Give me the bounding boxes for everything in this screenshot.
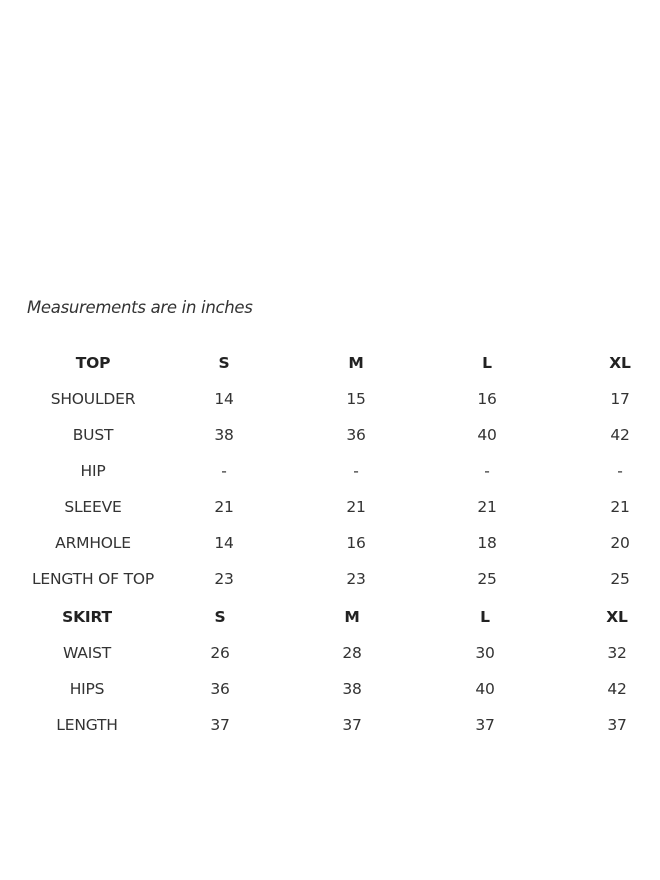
- value-l: 16: [477, 390, 497, 408]
- value-xl: 42: [607, 680, 627, 698]
- row-label: HIPS: [69, 680, 105, 698]
- row-label: LENGTH OF TOP: [32, 570, 154, 588]
- row-label: ARMHOLE: [55, 534, 131, 552]
- size-header-xl: XL: [606, 608, 628, 626]
- row-label: HIP: [80, 462, 106, 480]
- skirt-header-row: [0, 599, 660, 635]
- value-xl: 20: [610, 534, 630, 552]
- value-l: -: [484, 462, 490, 480]
- value-xl: 17: [610, 390, 630, 408]
- row-label: SHOULDER: [50, 390, 136, 408]
- table-row-waist: [0, 635, 660, 671]
- table-row-sleeve: [0, 489, 660, 525]
- value-s: 14: [214, 390, 234, 408]
- value-xl: 21: [610, 498, 630, 516]
- value-xl: 25: [610, 570, 630, 588]
- size-header-s: S: [214, 608, 226, 626]
- top-header-row: [0, 345, 660, 381]
- value-m: 28: [342, 644, 362, 662]
- table-row-armhole: [0, 525, 660, 561]
- size-header-l: L: [482, 354, 492, 372]
- value-m: 36: [346, 426, 366, 444]
- value-s: 23: [214, 570, 234, 588]
- size-header-m: M: [344, 608, 360, 626]
- row-label: SLEEVE: [64, 498, 122, 516]
- size-header-s: S: [218, 354, 230, 372]
- value-m: 15: [346, 390, 366, 408]
- row-label: WAIST: [63, 644, 111, 662]
- table-row-shoulder: [0, 381, 660, 417]
- value-l: 21: [477, 498, 497, 516]
- table-row-hips: [0, 671, 660, 707]
- table-row-length: [0, 707, 660, 743]
- value-xl: -: [617, 462, 623, 480]
- table-row-hip: [0, 453, 660, 489]
- value-s: 38: [214, 426, 234, 444]
- value-xl: 37: [607, 716, 627, 734]
- table-row-length-of-top: [0, 561, 660, 597]
- row-label: BUST: [72, 426, 114, 444]
- value-l: 18: [477, 534, 497, 552]
- value-s: 14: [214, 534, 234, 552]
- value-s: 21: [214, 498, 234, 516]
- value-m: 16: [346, 534, 366, 552]
- value-m: 23: [346, 570, 366, 588]
- size-chart-table: [0, 345, 660, 741]
- value-m: -: [353, 462, 359, 480]
- size-header-m: M: [348, 354, 364, 372]
- value-m: 37: [342, 716, 362, 734]
- value-l: 40: [477, 426, 497, 444]
- value-s: 37: [210, 716, 230, 734]
- measurement-note: Measurements are in inches: [27, 298, 253, 317]
- value-l: 37: [475, 716, 495, 734]
- value-s: -: [221, 462, 227, 480]
- table-row-bust: [0, 417, 660, 453]
- value-xl: 32: [607, 644, 627, 662]
- value-m: 21: [346, 498, 366, 516]
- row-label: LENGTH: [56, 716, 118, 734]
- value-s: 26: [210, 644, 230, 662]
- value-l: 40: [475, 680, 495, 698]
- value-l: 30: [475, 644, 495, 662]
- value-l: 25: [477, 570, 497, 588]
- skirt-section-heading: SKIRT: [62, 608, 112, 626]
- value-xl: 42: [610, 426, 630, 444]
- value-m: 38: [342, 680, 362, 698]
- top-section-heading: TOP: [75, 354, 111, 372]
- size-header-l: L: [480, 608, 490, 626]
- size-header-xl: XL: [609, 354, 631, 372]
- value-s: 36: [210, 680, 230, 698]
